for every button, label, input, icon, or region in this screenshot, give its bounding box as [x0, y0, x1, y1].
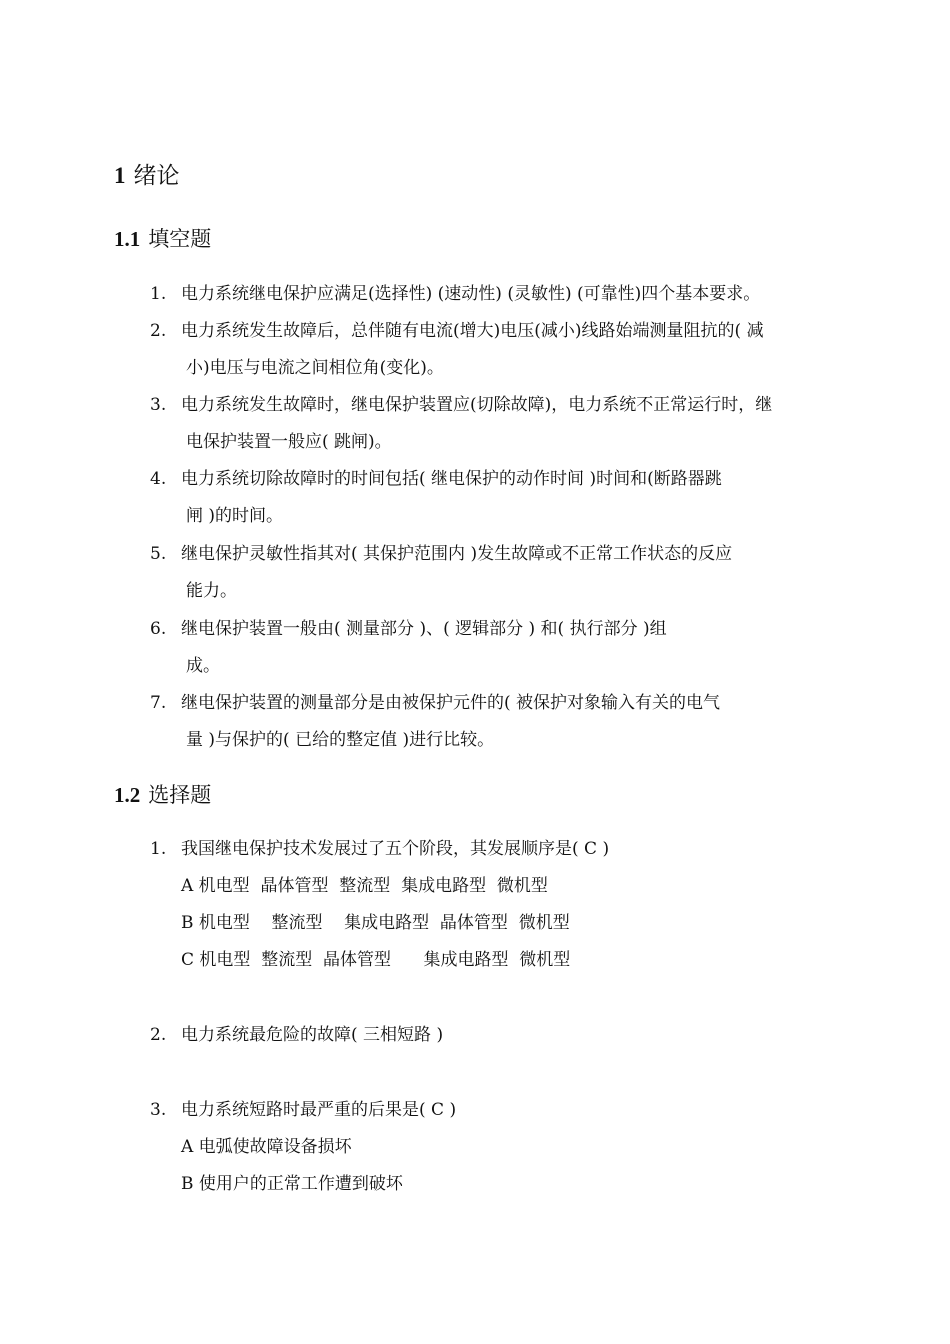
item-number: 5. — [150, 544, 167, 564]
question-number: 3. — [150, 1100, 167, 1120]
item-number: 4. — [150, 469, 167, 489]
list-item — [150, 276, 840, 313]
chapter-heading — [114, 161, 180, 191]
question-number: 2. — [150, 1025, 167, 1045]
question-item — [150, 1092, 840, 1129]
chapter-number: 1 — [114, 163, 126, 188]
item-text: 继电保护灵敏性指其对( 其保护范围内 )发生故障或不正常工作状态的反应 — [181, 544, 733, 564]
option-b: B 使用户的正常工作遭到破坏 — [181, 1174, 403, 1194]
item-number: 2. — [150, 321, 167, 341]
item-text: 继电保护装置的测量部分是由被保护元件的( 被保护对象输入有关的电气 — [181, 693, 721, 713]
item-number: 1. — [150, 284, 167, 304]
list-item — [150, 461, 840, 535]
item-text-cont: 量 )与保护的( 已给的整定值 )进行比较。 — [186, 730, 495, 750]
question-item — [150, 831, 840, 868]
item-text: 电力系统发生故障时，继电保护装置应(切除故障)，电力系统不正常运行时，继 — [181, 395, 773, 415]
section-title: 选择题 — [148, 783, 212, 807]
item-number: 3. — [150, 395, 167, 415]
item-text: 电力系统切除故障时的时间包括( 继电保护的动作时间 )时间和(断路器跳 — [181, 469, 722, 489]
section-title: 填空题 — [148, 227, 212, 251]
item-text-cont: 电保护装置一般应( 跳闸)。 — [186, 432, 392, 452]
item-text: 电力系统继电保护应满足(选择性) (速动性) (灵敏性) (可靠性)四个基本要求。 — [181, 284, 761, 304]
item-number: 6. — [150, 619, 167, 639]
item-text: 电力系统发生故障后，总伴随有电流(增大)电压(减小)线路始端测量阻抗的( 减 — [181, 321, 764, 341]
section-heading-fill — [114, 225, 211, 253]
question-text: 电力系统最危险的故障( 三相短路 ) — [181, 1025, 444, 1045]
list-item — [150, 611, 840, 685]
question-text: 我国继电保护技术发展过了五个阶段，其发展顺序是( C ) — [181, 839, 610, 859]
item-number: 7. — [150, 693, 167, 713]
option-a: A 机电型 晶体管型 整流型 集成电路型 微机型 — [181, 876, 548, 896]
item-text-cont: 成。 — [186, 656, 220, 676]
section-heading-choice — [114, 781, 211, 809]
item-text-cont: 小)电压与电流之间相位角(变化)。 — [186, 358, 444, 378]
question-number: 1. — [150, 839, 167, 859]
list-item — [150, 313, 840, 387]
item-text-cont: 能力。 — [186, 581, 237, 601]
list-item — [150, 685, 840, 759]
list-item — [150, 536, 840, 610]
item-text-cont: 闸 )的时间。 — [186, 506, 284, 526]
item-text: 继电保护装置一般由( 测量部分 )、( 逻辑部分 ) 和( 执行部分 )组 — [181, 619, 667, 639]
option-b: B 机电型 整流型 集成电路型 晶体管型 微机型 — [181, 913, 570, 933]
section-number: 1.2 — [114, 783, 141, 807]
list-item — [150, 387, 840, 461]
section-number: 1.1 — [114, 227, 141, 251]
option-c: C 机电型 整流型 晶体管型 集成电路型 微机型 — [181, 950, 571, 970]
question-item — [150, 1017, 840, 1054]
option-a: A 电弧使故障设备损坏 — [181, 1137, 352, 1157]
chapter-title: 绪论 — [133, 163, 180, 189]
question-text: 电力系统短路时最严重的后果是( C ) — [181, 1100, 457, 1120]
